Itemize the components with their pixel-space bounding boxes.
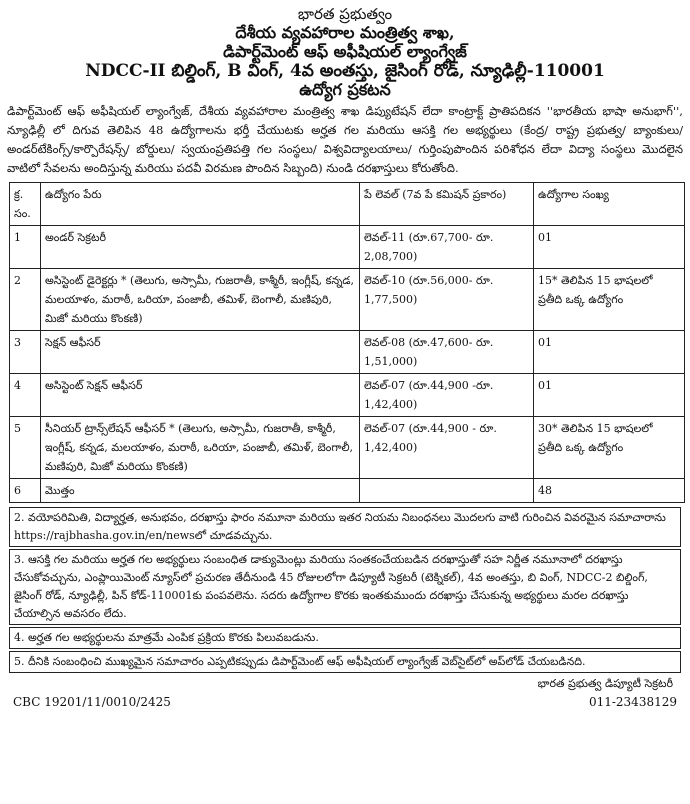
note-item: 2. వయోపరిమితి, విద్యార్హత, అనుభవం, దరఖాస్తు ఫారం నమూనా మరియు ఇతర నియమ నిబంధనలు మొదలగు వాటి గురించిన వివరమైన సమాచారాను https://rajbhasha.gov.in/en/newsలో చూడవచ్చును.	[9, 507, 681, 547]
cell-count: 48	[534, 479, 685, 503]
table-row	[10, 226, 685, 269]
cell-count: 30* తెలిపిన 15 భాషలలో ప్రతీది ఒక్క ఉద్యోగం	[534, 417, 685, 479]
table-row	[10, 479, 685, 503]
table-header-row	[10, 183, 685, 226]
cell-sno: 5	[10, 417, 41, 479]
cell-count: 01	[534, 226, 685, 269]
cell-sno: 1	[10, 226, 41, 269]
table-row	[10, 374, 685, 417]
cell-pay: లెవల్-07 (రూ.44,900 - రూ. 1,42,400)	[360, 417, 534, 479]
government-title: భారత ప్రభుత్వం	[297, 5, 393, 23]
table-row	[10, 269, 685, 331]
col-header-pay: పే లెవల్ (7వ పే కమిషన్ ప్రకారం)	[360, 183, 534, 226]
cell-pay: లెవల్-11 (రూ.67,700- రూ. 2,08,700)	[360, 226, 534, 269]
advertisement-title: ఉద్యోగ ప్రకటన	[299, 80, 391, 100]
notes-section	[9, 507, 681, 673]
cell-sno: 2	[10, 269, 41, 331]
cell-post: మొత్తం	[41, 479, 360, 503]
signature: భారత ప్రభుత్వ డిప్యూటీ సెక్రటరీ	[537, 677, 673, 691]
cell-pay	[360, 479, 534, 503]
header	[5, 6, 685, 100]
note-item: 5. దీనికి సంబంధించి ముఖ్యమైన సమాచారం ఎప్పటికప్పుడు డిపార్ట్‌మెంట్ ఆఫ్ అఫీషియల్ ల్యాంగ్వేజ్ వెబ్‌సైట్‌లో అప్‌లోడ్ చేయబడినది.	[9, 651, 681, 673]
col-header-post: ఉద్యోగం పేరు	[41, 183, 360, 226]
cell-sno: 4	[10, 374, 41, 417]
cell-post: సెక్షన్ ఆఫీసర్	[41, 331, 360, 374]
note-item: 4. అర్హత గల అభ్యర్థులను మాత్రమే ఎంపిక ప్రక్రియ కొరకు పిలువబడును.	[9, 627, 681, 649]
cell-pay: లెవల్-08 (రూ.47,600- రూ. 1,51,000)	[360, 331, 534, 374]
cell-sno: 3	[10, 331, 41, 374]
col-header-sno: క్ర. సం.	[10, 183, 41, 226]
cbc-code: CBC 19201/11/0010/2425	[13, 695, 171, 710]
ministry-title: దేశీయ వ్యవహారాల మంత్రిత్వ శాఖ,	[235, 22, 455, 42]
address-line: NDCC-II బిల్డింగ్, B వింగ్, 4వ అంతస్తు, జైసింగ్ రోడ్, న్యూఢిల్లీ-110001	[85, 61, 605, 82]
table-row	[10, 417, 685, 479]
cell-count: 01	[534, 374, 685, 417]
intro-paragraph: డిపార్ట్‌మెంట్ ఆఫ్ అఫీషియల్ ల్యాంగ్వేజ్, దేశీయ వ్యవహారాల మంత్రిత్వ శాఖ డిప్యుటేషన్ లేదా కాంట్రాక్ట్ ప్రాతిపదికన ''భారతీయ భాషా అనుభాగ్'', న్యూఢిల్లీ లో దిగువ తెలిపిన 48 ఉద్యోగాలను భర్తీ చేయుటకు అర్హత గల మరియు ఆసక్తి గల అభ్యర్థులు (కేంద్ర/ రాష్ట్ర ప్రభుత్వ/ బ్యాంకులు/ అండర్‌టేకింగ్స్/కార్పొరేషన్స్/ బోర్డులు/ స్వయంప్రతిపత్తి గల సంస్థలు/ విశ్వవిద్యాలయాలు/ గుర్తింపుపొందిన పరిశోధన లేదా విద్యా సంస్థలు మొదలైన వాటిలో సేవలను అందిస్తున్న మరియు పదవీ విరమణ పొందిన సిబ్బంది) నుండి దరఖాస్తులు కోరుతోంది.	[7, 104, 683, 176]
cell-count: 01	[534, 331, 685, 374]
cell-post: సీనియర్ ట్రాన్స్‌లేషన్ ఆఫీసర్ * (తెలుగు, అస్సామీ, గుజరాతీ, కాశ్మీరీ, ఇంగ్లీష్, కన్నడ, మలయాళం, మరాఠీ, ఒరియా, పంజాబీ, తమిళ్, బెంగాలీ, మణిపురి, మిజో మరియు కొంకణి)	[41, 417, 360, 479]
posts-table	[9, 182, 685, 503]
department-title: డిపార్ట్‌మెంట్ ఆఫ్ అఫీషియల్ ల్యాంగ్వేజ్	[223, 41, 467, 61]
cell-post: అండర్ సెక్రటరీ	[41, 226, 360, 269]
cell-pay: లెవల్-10 (రూ.56,000- రూ. 1,77,500)	[360, 269, 534, 331]
cell-count: 15* తెలిపిన 15 భాషలలో ప్రతీది ఒక్క ఉద్యోగం	[534, 269, 685, 331]
cell-sno: 6	[10, 479, 41, 503]
cell-post: అసిస్టెంట్ సెక్షన్ ఆఫీసర్	[41, 374, 360, 417]
note-item: 3. ఆసక్తి గల మరియు అర్హత గల అభ్యర్థులు సంబంధిత డాక్యుమెంట్లు మరియు సంతకంచేయబడిన దరఖాస్తుతో సహ నిర్ణీత నమూనాలో దరఖాస్తు చేసుకోవచ్చును, ఎంప్లాయిమెంట్ న్యూస్‌లో ప్రచురణ తేదీనుండి 45 రోజులలోగా డిప్యూటీ సెక్రటరీ (టెక్నికల్), 4వ అంతస్తు, బి వింగ్, NDCC-2 బిల్డింగ్, జైసింగ్ రోడ్, న్యూఢిల్లీ, పిన్ కోడ్-110001కు పంపవలెను. సదరు ఉద్యోగాల కొరకు ఇంతకుముందు దరఖాస్తు చేసుకున్న అభ్యర్థులు మరల దరఖాస్తు చేయాల్సిన అవసరం లేదు.	[9, 549, 681, 625]
cell-pay: లెవల్-07 (రూ.44,900 -రూ. 1,42,400)	[360, 374, 534, 417]
cell-post: అసిస్టెంట్ డైరెక్టర్లు * (తెలుగు, అస్సామీ, గుజరాతీ, కాశ్మీరీ, ఇంగ్లీష్, కన్నడ, మలయాళం, మరాఠీ, ఒరియా, పంజాబీ, తమిళ్, బెంగాలీ, మణిపురి, మిజో మరియు కొంకణి)	[41, 269, 360, 331]
col-header-count: ఉద్యోగాల సంఖ్య	[534, 183, 685, 226]
footer	[13, 693, 677, 711]
phone-number: 011-23438129	[588, 695, 677, 710]
table-row	[10, 331, 685, 374]
